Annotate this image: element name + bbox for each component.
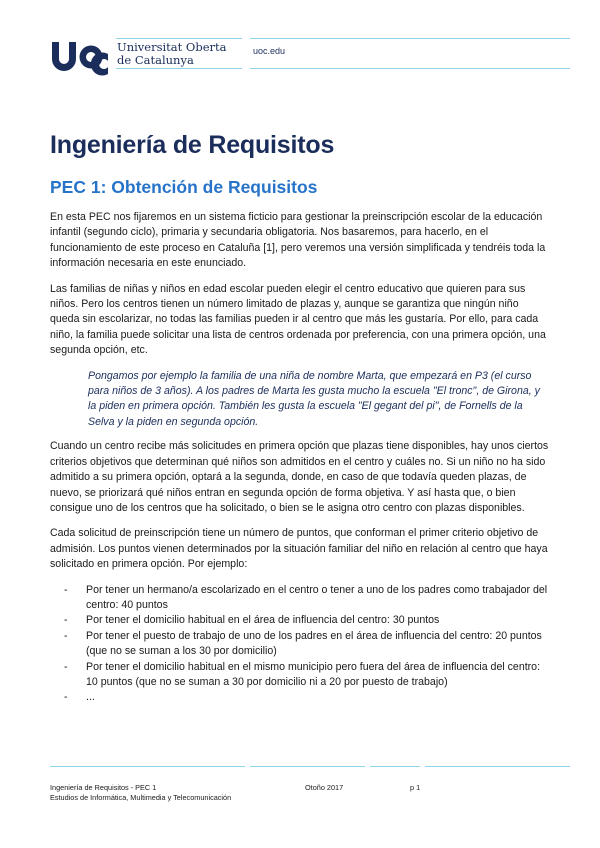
section-title: PEC 1: Obtención de Requisitos [50,177,318,197]
points-list [50,583,550,706]
header-rule-right-bottom [250,68,570,69]
footer-page-number: p 1 [410,783,421,792]
list-item: - Por tener un hermano/a escolarizado en el centro o tener a uno de los padres como trabajador del centro: 40 puntos [50,583,550,614]
footer-rule-1 [50,766,245,767]
list-item: - Por tener el domicilio habitual en el área de influencia del centro: 30 puntos [50,613,550,628]
paragraph-criteria: Cuando un centro recibe más solicitudes en primera opción que plazas tiene disponibles, hay unos ciertos criterios objetivos que determinan qué niños son admitidos en el centro y cuáles no. Si un niño no ha sido admitido a su primera opción, optará a la segunda, donde, en caso de que todavía queden plazas, de nuevo, se priorizará qué niños entran en segunda opción de forma objetiva. Y así hasta que, o bien consigue uno de los centros que ha solicitado, o bien se le asigna otro centro con plazas disponibles. [50,440,549,514]
list-item: - Por tener el puesto de trabajo de uno de los padres en el área de influencia del centro: 20 puntos (que no se suman a los 30 por domicilio) [50,629,550,660]
paragraph-points: Cada solicitud de preinscripción tiene un número de puntos, que conforman el primer criterio objetivo de admisión. Los puntos vienen determinados por la situación familiar del niño en relación al centro que haya solicitado en primera opción. Por ejemplo: [50,527,548,571]
footer-semester: Otoño 2017 [305,783,344,792]
list-item: - Por tener el domicilio habitual en el mismo municipio pero fuera del área de influencia del centro: 10 puntos (que no se suman a 30 por domicilio ni a 20 por puesto de trabajo) [50,660,550,691]
footer-rule-3 [370,766,420,767]
list-item: - ... [50,690,550,705]
page-header [50,38,570,78]
university-name [117,41,226,67]
page-footer [50,766,570,806]
footer-course: Ingeniería de Requisitos - PEC 1 [50,783,157,792]
header-rule-right-top [250,38,570,39]
paragraph-families: Las familias de niñas y niños en edad escolar pueden elegir el centro educativo que quieren para sus niños. Pero los centros tienen un número limitado de plazas y, aunque se garantiza que ningún niño queda sin escolarizar, no todas las familias pueden ir al centro que más les gustaría. Por ello, para cada niño, la familia puede solicitar una lista de centros ordenada por preferencia, con una primera opción, una segunda opción, etc. [50,282,546,357]
website-link[interactable]: uoc.edu [253,46,286,56]
uoc-logo [50,40,112,76]
header-rule-left-bottom [116,68,242,69]
university-line-2: de Catalunya [117,53,194,67]
example-quote: Pongamos por ejemplo la familia de una niña de nombre Marta, que empezará en P3 (el curso para niños de 3 años). A los padres de Marta les gusta mucho la escuela "El tronc", de Girona, y la piden en primera opción. También les gusta la escuela "El gegant del pi", de Fornells de la Selva y la piden en segunda opción. [88,369,540,428]
footer-studies: Estudios de Informática, Multimedia y Telecomunicación [50,793,232,802]
footer-rule-2 [250,766,365,767]
paragraph-intro: En esta PEC nos fijaremos en un sistema ficticio para gestionar la preinscripción escolar de la educación infantil (segundo ciclo), primaria y secundaria obligatoria. Nos basaremos, para hacerlo, en el funcionamiento de este proceso en Cataluña [1], pero veremos una versión simplificada y tendréis toda la información necesaria en este enunciado. [50,211,546,270]
document-body [50,210,550,706]
university-line-1: Universitat Oberta [117,40,227,54]
document-title: Ingeniería de Requisitos [50,131,335,159]
footer-rule-4 [425,766,570,767]
header-rule-left-top [116,38,242,39]
